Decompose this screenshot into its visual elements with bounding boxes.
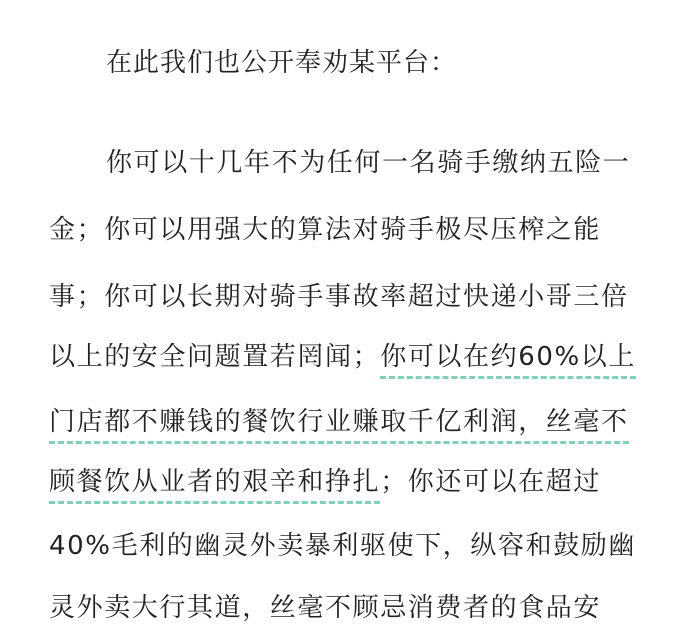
highlighted-text[interactable]: 顾餐饮从业者的艰辛和挣扎: [49, 467, 380, 504]
body-line-8: [49, 588, 601, 628]
body-line-4: [49, 337, 636, 377]
body-text: ；你还可以在超过: [380, 467, 602, 497]
body-text: 灵外卖大行其道，丝毫不顾忌消费者的食品安: [49, 593, 602, 623]
body-text: 事；你可以长期对骑手事故率超过快递小哥三倍: [49, 282, 629, 312]
highlighted-text[interactable]: 你可以在约60%以上: [380, 342, 636, 379]
body-text: 40%毛利的幽灵外卖暴利驱使下，纵容和鼓励幽: [49, 531, 636, 561]
body-line-5: [49, 402, 629, 442]
body-text: 金；你可以用强大的算法对骑手极尽压榨之能: [49, 215, 602, 245]
highlighted-text[interactable]: 门店都不赚钱的餐饮行业赚取千亿利润，丝毫不: [49, 407, 629, 444]
body-text: 以上的安全问题置若罔闻；: [49, 342, 381, 372]
body-line-2: [49, 210, 601, 250]
body-line-7: [49, 526, 636, 566]
body-line-1: [106, 143, 630, 183]
body-text: 你可以十几年不为任何一名骑手缴纳五险一: [106, 148, 631, 178]
body-line-6: [49, 462, 601, 502]
body-line-3: [49, 277, 629, 317]
intro-paragraph: 在此我们也公开奉劝某平台：: [106, 48, 458, 78]
